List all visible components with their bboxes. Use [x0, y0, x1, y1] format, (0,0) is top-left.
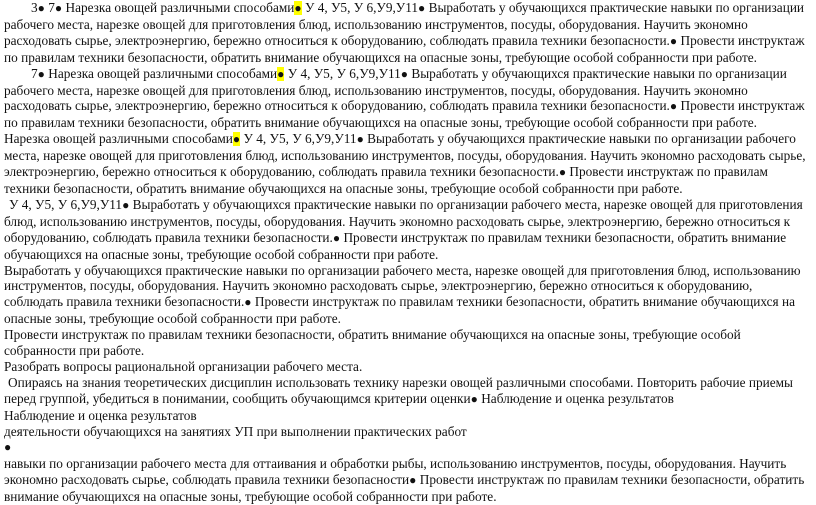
- safety-text: Провести инструктаж по правилам техники безопасности, обратить внимание обучающихся на опасные зоны, требующие особой собранности при работе.: [4, 472, 805, 505]
- topic-text: Нарезка овощей различными способами: [62, 0, 295, 15]
- bullet: ●: [4, 440, 12, 455]
- paragraph-11: [4, 439, 812, 456]
- skills-text: навыки по организации рабочего места для оттаивания и обработки рыбы, использованию инструментов, посуды, оборудования. Научить экономно расходовать сырье, соблюдать правила техники безопасности: [4, 456, 787, 488]
- bullet: ●: [418, 1, 426, 15]
- safety-text: Провести инструктаж по правилам техники безопасности, обратить внимание обучающихся на опасные зоны, требующие особой собранности при работе.: [4, 98, 805, 131]
- skills-codes: У 4, У5, У 6,У9,У11: [240, 131, 357, 147]
- paragraph-12: [4, 456, 812, 505]
- bullet: ●: [332, 230, 341, 245]
- bullet: ●: [669, 33, 678, 48]
- assessment-text: Наблюдение и оценка результатов: [477, 390, 674, 406]
- bullet: ●: [37, 1, 45, 15]
- skills-codes: У 4, У5, У 6,У9,У11: [9, 196, 123, 212]
- bullet: ●: [669, 99, 678, 114]
- topic-text: Нарезка овощей различными способами: [44, 65, 278, 81]
- highlighted-bullet: ●: [277, 66, 285, 81]
- paragraph-10: деятельности обучающихся на занятиях УП при выполнении практических работ: [4, 423, 467, 439]
- bullet: ●: [558, 165, 567, 180]
- highlighted-bullet: ●: [232, 132, 241, 147]
- lesson-number: 3: [31, 0, 38, 15]
- skills-codes: У 4, У5, У 6,У9,У11: [301, 0, 419, 15]
- goal-text: Выработать у обучающихся практические навыки по организации рабочего места, нарезке овощей для приготовления блюд, использованию инструментов, посуды, оборудования. Научить экономно расходовать сырье, электроэнергию, бережно относиться к оборудованию, соблюдать правила техники безопасности.: [4, 65, 787, 114]
- bullet: ●: [244, 295, 252, 310]
- paragraph-9: Наблюдение и оценка результатов: [4, 407, 197, 423]
- safety-text: Провести инструктаж по правилам техники безопасности, обратить внимание обучающихся на опасные зоны, требующие особой собранности при работе.: [4, 32, 805, 65]
- safety-text: Провести инструктаж по правилам техники безопасности, обратить внимание обучающихся на опасные зоны, требующие особой собранности при работе.: [4, 229, 787, 262]
- bullet: ●: [356, 132, 364, 147]
- safety-text: Провести инструктаж по правилам техники безопасности, обратить внимание обучающихся на опасные зоны, требующие особой собранности при работе.: [4, 294, 795, 327]
- bullet: ●: [470, 391, 478, 406]
- skills-codes: У 4, У5, У 6,У9,У11: [284, 65, 401, 81]
- lesson-number: 7: [31, 65, 38, 81]
- paragraph-3: [4, 131, 812, 197]
- goal-text: Выработать у обучающихся практические навыки по организации рабочего места, нарезке овощей для приготовления блюд, использованию инструментов, посуды, оборудования. Научить экономно расходовать сырье, электроэнергию, бережно относиться к оборудованию, соблюдать правила техники безопасности.: [4, 196, 803, 245]
- paragraph-5: [4, 263, 812, 328]
- topic-text: Нарезка овощей различными способами: [4, 131, 233, 147]
- goal-text: Выработать у обучающихся практические навыки по организации рабочего места, нарезке овощей для приготовления блюд, использованию инструментов, посуды, оборудования. Научить экономно расходовать сырье, электроэнергию, бережно относиться к оборудованию, соблюдать правила техники безопасности.: [4, 131, 806, 180]
- paragraph-1: [4, 0, 812, 66]
- goal-text: Выработать у обучающихся практические навыки по организации рабочего места, нарезке овощей для приготовления блюд, использованию инструментов, посуды, оборудования. Научить экономно расходовать сырье, электроэнергию, бережно относиться к оборудованию, соблюдать правила техники безопасности.: [4, 262, 801, 310]
- paragraph-8: [4, 375, 812, 408]
- safety-text: Провести инструктаж по правилам техники безопасности, обратить внимание обучающихся на опасные зоны, требующие особой собранности при работе.: [4, 164, 768, 196]
- paragraph-2: [4, 66, 812, 132]
- bullet: ●: [409, 473, 417, 488]
- method-text: Опираясь на знания теоретических дисциплин использовать технику нарезки овощей различными способами. Повторить рабочие приемы перед группой, убедиться в понимании, сообщить обучающимся критерии оценки: [4, 374, 793, 406]
- goal-text: Выработать у обучающихся практические навыки по организации рабочего места, нарезке овощей для приготовления блюд, использованию инструментов, посуды, оборудования. Научить экономно расходовать сырье, электроэнергию, бережно относиться к оборудованию, соблюдать правила техники безопасности.: [4, 0, 805, 48]
- paragraph-7: Разобрать вопросы рациональной организации рабочего места.: [4, 358, 363, 374]
- bullet: ●: [37, 66, 45, 81]
- bullet: ●: [54, 1, 63, 15]
- bullet: ●: [400, 66, 409, 81]
- bullet: ●: [122, 197, 130, 212]
- highlighted-bullet: ●: [294, 1, 302, 15]
- paragraph-6: Провести инструктаж по правилам техники безопасности, обратить внимание обучающихся на опасные зоны, требующие особой собранности при работе.: [4, 327, 741, 359]
- lesson-number: 7: [48, 0, 55, 15]
- paragraph-4: [4, 197, 812, 263]
